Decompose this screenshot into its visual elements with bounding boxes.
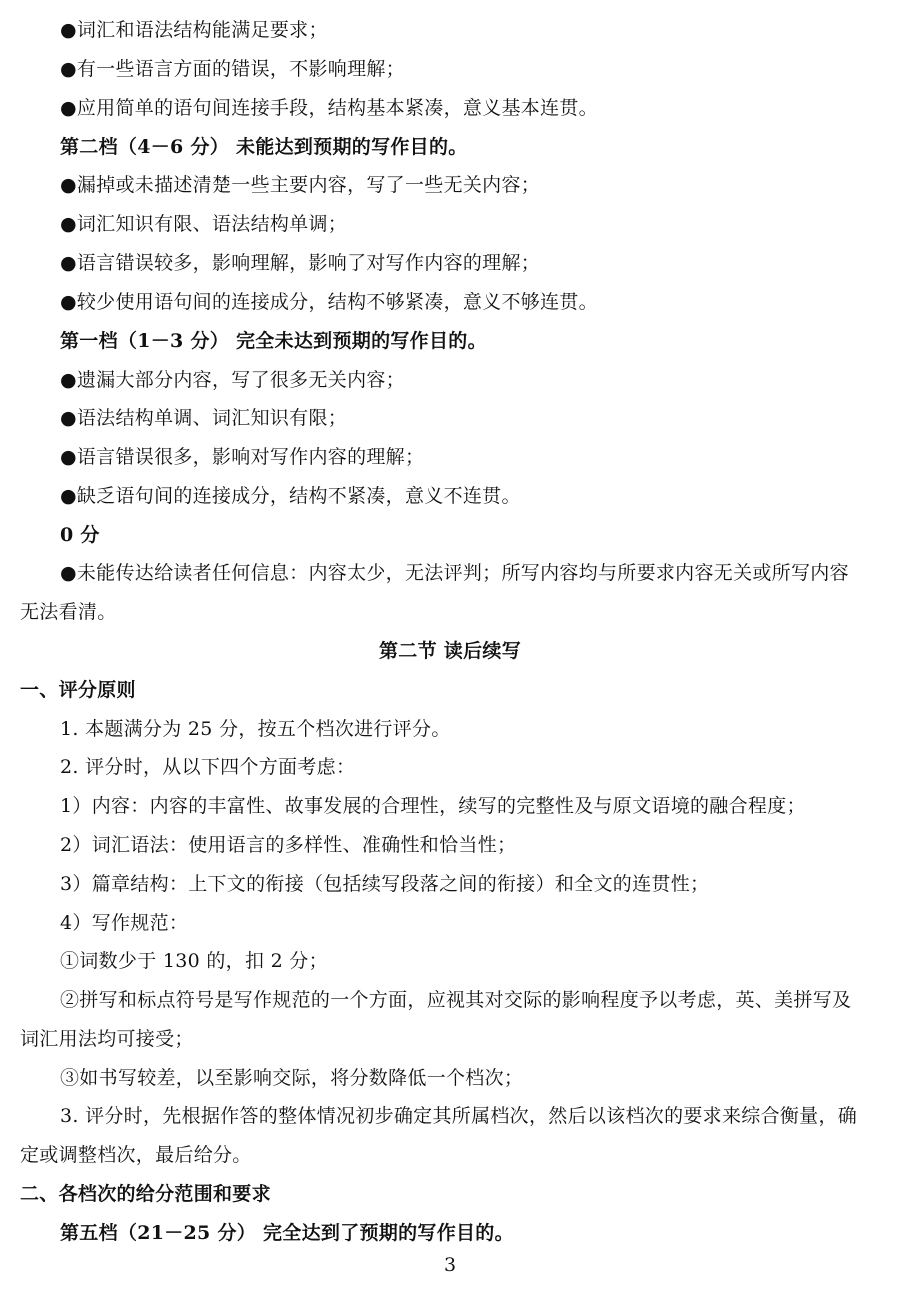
sub-item: 2）词汇语法：使用语言的多样性、准确性和恰当性； [60,834,517,856]
circled-item: ②拼写和标点符号是写作规范的一个方面，应视其对交际的影响程度予以考虑，英、美拼写及 [60,989,852,1011]
circled-item: ③如书写较差，以至影响交际，将分数降低一个档次； [60,1067,524,1089]
criterion-bullet: ●语言错误很多，影响对写作内容的理解； [60,446,425,468]
criterion-bullet: ●漏掉或未描述清楚一些主要内容，写了一些无关内容； [60,174,541,196]
numbered-item: 1. 本题满分为 25 分，按五个档次进行评分。 [60,718,451,740]
subsection-heading: 二、各档次的给分范围和要求 [20,1183,271,1205]
criterion-bullet: ●较少使用语句间的连接成分，结构不够紧凑，意义不够连贯。 [60,291,598,313]
numbered-item: 3. 评分时，先根据作答的整体情况初步确定其所属档次，然后以该档次的要求来综合衡量，确 [60,1105,858,1127]
grade-level-heading: 第一档（1－3 分） 完全未达到预期的写作目的。 [60,330,487,352]
grade-level-heading: 第二档（4－6 分） 未能达到预期的写作目的。 [60,136,468,158]
page-number: 3 [443,1254,457,1276]
numbered-item: 2. 评分时，从以下四个方面考虑： [60,756,356,778]
grade-level-heading: 第五档（21－25 分） 完全达到了预期的写作目的。 [60,1222,514,1244]
sub-item: 1）内容：内容的丰富性、故事发展的合理性，续写的完整性及与原文语境的融合程度； [60,795,806,817]
circled-item: ①词数少于 130 的，扣 2 分； [60,950,328,972]
subsection-heading: 一、评分原则 [20,679,136,701]
criterion-bullet: ●未能传达给读者任何信息：内容太少，无法评判；所写内容均与所要求内容无关或所写内容 [60,562,849,584]
paragraph-continuation: 无法看清。 [20,601,117,623]
criterion-bullet: ●语言错误较多，影响理解，影响了对写作内容的理解； [60,252,541,274]
criterion-bullet: ●遗漏大部分内容，写了很多无关内容； [60,369,405,391]
paragraph-continuation: 定或调整档次，最后给分。 [20,1144,252,1166]
criterion-bullet: ●应用简单的语句间连接手段，结构基本紧凑，意义基本连贯。 [60,97,598,119]
section-title: 第二节 读后续写 [378,640,521,662]
criterion-bullet: ●有一些语言方面的错误，不影响理解； [60,58,405,80]
paragraph-continuation: 词汇用法均可接受； [20,1028,194,1050]
grade-level-heading: 0 分 [60,524,100,546]
criterion-bullet: ●语法结构单调、词汇知识有限； [60,407,348,429]
sub-item: 3）篇章结构：上下文的衔接（包括续写段落之间的衔接）和全文的连贯性； [60,873,710,895]
criterion-bullet: ●词汇和语法结构能满足要求； [60,19,328,41]
criterion-bullet: ●词汇知识有限、语法结构单调； [60,213,348,235]
sub-item: 4）写作规范： [60,912,189,934]
criterion-bullet: ●缺乏语句间的连接成分，结构不紧凑，意义不连贯。 [60,485,521,507]
